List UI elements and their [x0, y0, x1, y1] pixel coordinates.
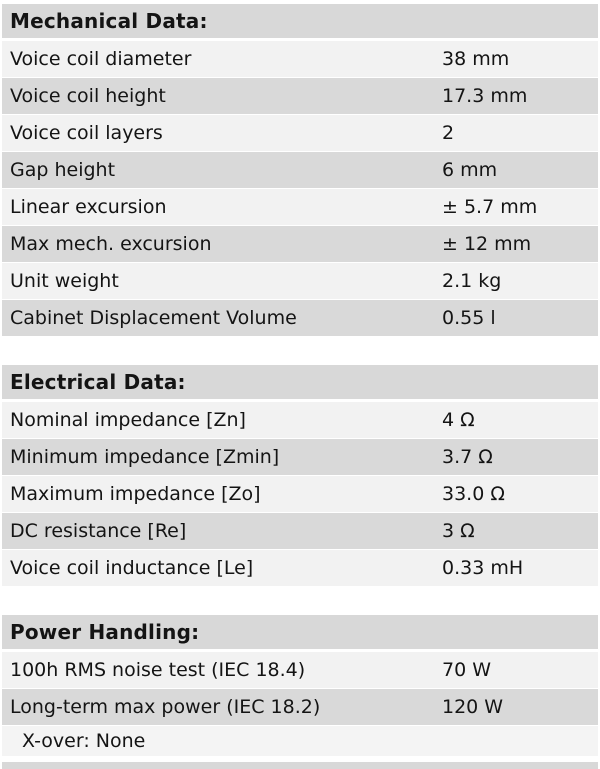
- table-row: [2, 513, 598, 550]
- spec-value: 33.0 Ω: [442, 483, 505, 505]
- section-rows: [2, 652, 598, 726]
- section-header: [2, 615, 598, 649]
- section-header: [2, 4, 598, 38]
- table-row: [2, 689, 598, 726]
- table-row: [2, 263, 598, 300]
- table-row: [2, 189, 598, 226]
- spec-value: 2: [442, 122, 455, 144]
- spec-value: 17.3 mm: [442, 85, 528, 107]
- section-title: Electrical Data:: [10, 370, 186, 394]
- spec-label: Nominal impedance [Zn]: [10, 409, 246, 431]
- table-row: [2, 402, 598, 439]
- spec-label: Unit weight: [10, 270, 119, 292]
- spec-label: Voice coil height: [10, 85, 166, 107]
- xover-note: X-over: None: [22, 730, 146, 752]
- spec-label: Max mech. excursion: [10, 233, 212, 255]
- spec-label: DC resistance [Re]: [10, 520, 187, 542]
- spec-value: 2.1 kg: [442, 270, 502, 292]
- section: [2, 4, 598, 337]
- spec-value: 120 W: [442, 696, 504, 718]
- spec-value: 38 mm: [442, 48, 510, 70]
- spec-label: Maximum impedance [Zo]: [10, 483, 261, 505]
- section: [2, 615, 598, 756]
- section-header: [2, 365, 598, 399]
- spec-value: 6 mm: [442, 159, 498, 181]
- spec-table: [2, 4, 598, 756]
- table-row: [2, 226, 598, 263]
- section-rows: [2, 41, 598, 337]
- next-section-partial-band: [2, 762, 598, 769]
- table-row: [2, 476, 598, 513]
- table-row: [2, 550, 598, 587]
- spec-value: ± 5.7 mm: [442, 196, 538, 218]
- spec-value: 70 W: [442, 659, 492, 681]
- spec-label: Voice coil layers: [10, 122, 163, 144]
- table-row: [2, 115, 598, 152]
- spec-label: Cabinet Displacement Volume: [10, 307, 297, 329]
- table-row: [2, 300, 598, 337]
- spec-label: Voice coil diameter: [10, 48, 192, 70]
- spec-value: ± 12 mm: [442, 233, 532, 255]
- table-row: [2, 41, 598, 78]
- spec-label: Gap height: [10, 159, 116, 181]
- table-row: [2, 652, 598, 689]
- table-row: [2, 152, 598, 189]
- spec-label: Linear excursion: [10, 196, 167, 218]
- table-row: [2, 439, 598, 476]
- section: [2, 365, 598, 587]
- spec-value: 4 Ω: [442, 409, 475, 431]
- spec-label: Voice coil inductance [Le]: [10, 557, 254, 579]
- spec-label: Minimum impedance [Zmin]: [10, 446, 280, 468]
- section-title: Mechanical Data:: [10, 9, 208, 33]
- section-title: Power Handling:: [10, 620, 200, 644]
- spec-value: 0.33 mH: [442, 557, 524, 579]
- table-row: [2, 78, 598, 115]
- spec-label: Long-term max power (IEC 18.2): [10, 696, 321, 718]
- spec-label: 100h RMS noise test (IEC 18.4): [10, 659, 306, 681]
- spec-value: 0.55 l: [442, 307, 496, 329]
- spec-value: 3 Ω: [442, 520, 475, 542]
- note-row: [2, 726, 598, 756]
- section-rows: [2, 402, 598, 587]
- spec-value: 3.7 Ω: [442, 446, 493, 468]
